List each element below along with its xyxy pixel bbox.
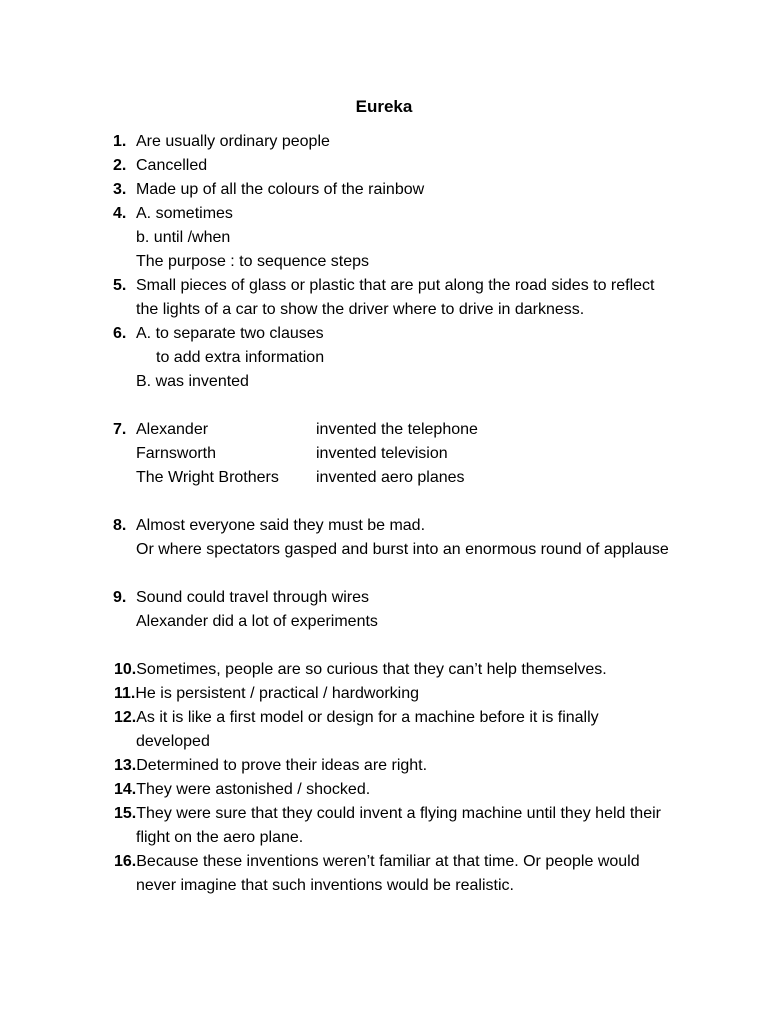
item-number: 1. [113,133,127,150]
answer-text-block [114,658,607,682]
answer-text: Sometimes, people are so curious that they can’t help themselves. [136,661,607,678]
answer-item-14 [0,778,768,802]
item-number: 11. [114,685,136,702]
item-number: 4. [113,205,127,222]
answer-item-11 [0,682,768,706]
answer-item-13 [0,754,768,778]
answer-continuation [0,226,768,250]
answer-item-12 [0,706,768,730]
item-number: 6. [113,325,127,342]
item-number: 10. [114,661,137,678]
answer-continuation [0,538,768,562]
answer-text: Made up of all the colours of the rainbow [136,181,425,198]
invention-text: invented television [316,445,448,462]
answer-text: As it is like a first model or design for a machine before it is finally [136,709,599,726]
item-number: 16. [114,853,137,870]
inventor-name: The Wright Brothers [136,469,279,486]
inventor-name: Alexander [136,421,209,438]
item-number: 3. [113,181,127,198]
answer-text-block [114,802,661,826]
answer-text: B. was invented [136,373,249,390]
item-number: 2. [113,157,127,174]
answer-continuation [0,298,768,322]
invention-text: invented the telephone [316,421,478,438]
item-number: 9. [113,589,127,606]
answer-continuation [0,874,768,898]
spacer [0,490,768,514]
answer-text: Are usually ordinary people [136,133,330,150]
answer-text: Almost everyone said they must be mad. [136,517,426,534]
answer-continuation [0,610,768,634]
answer-item-8 [0,514,768,538]
spacer [0,634,768,658]
answer-text: Cancelled [136,157,208,174]
answer-text: Because these inventions weren’t familiar at that time. Or people would [136,853,640,870]
answer-continuation [0,826,768,850]
answer-text: Sound could travel through wires [136,589,370,606]
answer-text: A. to separate two clauses [136,325,324,342]
answer-text: b. until /when [136,229,231,246]
answer-text: developed [136,733,210,750]
inventor-row [0,466,768,490]
answer-text: He is persistent / practical / hardworking [135,685,420,702]
item-number: 5. [113,277,127,294]
answer-continuation [0,370,768,394]
answer-text: They were sure that they could invent a flying machine until they held their [136,805,661,822]
item-number: 15. [114,805,137,822]
answer-text-block [114,682,419,706]
answer-continuation [0,250,768,274]
answer-text-block [114,754,427,778]
answer-item-15 [0,802,768,826]
item-number: 14. [114,781,137,798]
answer-item-2 [0,154,768,178]
spacer [0,562,768,586]
inventor-row [0,442,768,466]
answer-text: the lights of a car to show the driver where to drive in darkness. [136,301,585,318]
answer-text: Alexander did a lot of experiments [136,613,378,630]
invention-text: invented aero planes [316,469,465,486]
answer-item-7 [0,418,768,442]
answer-item-6 [0,322,768,346]
answer-text: never imagine that such inventions would be realistic. [136,877,514,894]
item-number: 12. [114,709,137,726]
answer-item-5 [0,274,768,298]
answer-text: Or where spectators gasped and burst into an enormous round of applause [136,541,669,558]
answer-item-1 [0,130,768,154]
answer-text: They were astonished / shocked. [136,781,371,798]
answer-text-block [114,850,640,874]
answer-continuation [0,346,768,370]
answer-item-10 [0,658,768,682]
answer-text: to add extra information [156,349,325,366]
answer-item-9 [0,586,768,610]
answer-item-3 [0,178,768,202]
item-number: 8. [113,517,127,534]
answer-item-16 [0,850,768,874]
answer-text-block [114,778,370,802]
item-number: 13. [114,757,137,774]
page-title: Eureka [355,97,413,116]
item-number: 7. [113,421,127,438]
answer-text: A. sometimes [136,205,233,222]
inventor-name: Farnsworth [136,445,217,462]
answer-text: flight on the aero plane. [136,829,304,846]
answer-item-4 [0,202,768,226]
answer-text-block [114,706,599,730]
answer-list [0,130,768,898]
answer-text: The purpose : to sequence steps [136,253,370,270]
answer-text: Determined to prove their ideas are right. [136,757,428,774]
answer-continuation [0,730,768,754]
answer-text: Small pieces of glass or plastic that are put along the road sides to reflect [136,277,655,294]
spacer [0,394,768,418]
